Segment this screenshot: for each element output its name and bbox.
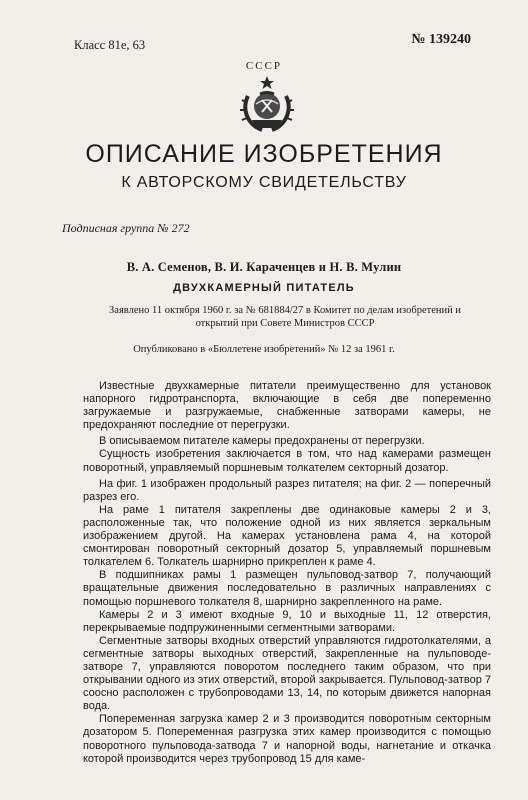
paragraph: Известные двухкамерные питатели преимущественно для установок напорного гидротранспорта, включающие в себя две попеременно загружаемые и разгружаемые, снабженные затворами камеры, не предохраняют последние от перегрузки.	[83, 380, 491, 432]
filing-info: Заявлено 11 октября 1960 г. за № 681884/27 в Комитет по делам изобретений и открытий при Совете Министров СССР	[109, 305, 461, 329]
paragraph: В подшипниках рамы 1 размещен пульповод-затвор 7, получающий вращательные движения последовательно в различных направлениях с помощью поршневого толкателя 8, шарнирно закрепленного на раме.	[83, 569, 491, 608]
paragraph: Попеременная загрузка камер 2 и 3 производится поворотным секторным дозатором 5. Попеременная разгрузка этих камер производится с помощью поворотного пульповода-затвода 7 и напорной воды, нагнетание и откачка которой производится через трубопровод 15 для каме-	[83, 713, 491, 765]
patent-number: № 139240	[411, 32, 471, 47]
document-title: ОПИСАНИЕ ИЗОБРЕТЕНИЯ	[85, 140, 443, 168]
authors: В. А. Семенов, В. И. Караченцев и Н. В. Мулин	[126, 260, 402, 274]
classification: Класс 81е, 63	[74, 38, 146, 52]
description-body	[83, 380, 491, 766]
publication-info: Опубликовано в «Бюллетене изобретений» № 12 за 1961 г.	[133, 344, 395, 355]
paragraph: Камеры 2 и 3 имеют входные 9, 10 и выходные 11, 12 отверстия, перекрываемые подпружиненными сегментными затворами.	[83, 608, 491, 634]
document-subtitle: К АВТОРСКОМУ СВИДЕТЕЛЬСТВУ	[121, 174, 407, 191]
paragraph: Сущность изобретения заключается в том, что над камерами размещен поворотный, управляемый поршневым толкателем секторный дозатор.	[83, 448, 491, 474]
ussr-coat-of-arms-icon	[238, 74, 296, 134]
subscription-group: Подписная группа № 272	[62, 221, 190, 235]
invention-title: ДВУХКАМЕРНЫЙ ПИТАТЕЛЬ	[173, 282, 355, 294]
paragraph: Сегментные затворы входных отверстий управляются гидротолкателями, а сегментные затворы выходных отверстий, закрепленные на пульповоде-затворе 7, управляются поворотом последнего таким образом, что при открывании одного из этих отверстий, второй закрывается. Пульповод-затвор 7 соосно расположен с трубопроводами 13, 14, по которым движется напорная вода.	[83, 634, 491, 713]
paragraph: На фиг. 1 изображен продольный разрез питателя; на фиг. 2 — поперечный разрез его.	[83, 477, 491, 503]
country-label: СССР	[245, 60, 283, 72]
paragraph: В описываемом питателе камеры предохранены от перегрузки.	[99, 435, 425, 448]
paragraph: На раме 1 питателя закреплены две одинаковые камеры 2 и 3, расположенные так, что положение одной из них является зеркальным изображением другой. На камерах установлена рама 4, на которой смонтирован поворотный секторный дозатор 5, управляемый поршневым толкателем 6. Толкатель шарнирно прикреплен к раме 4.	[83, 503, 491, 569]
